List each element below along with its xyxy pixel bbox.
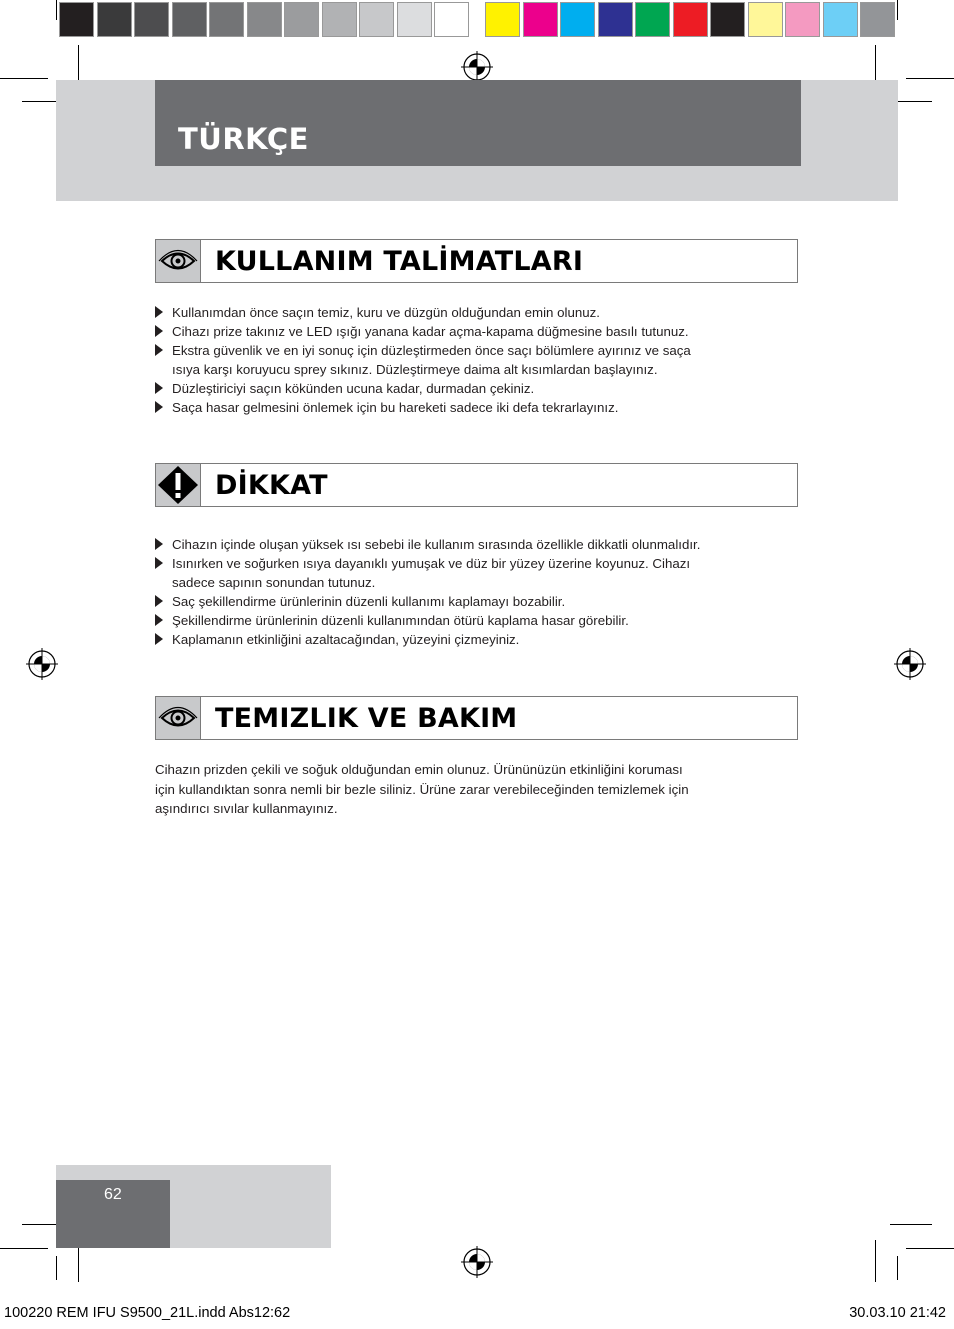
registration-mark-icon [26,648,58,680]
color-swatch [635,2,670,37]
page-number: 62 [104,1186,122,1203]
section-header-caution [155,463,798,507]
arrow-bullet-icon [155,382,163,394]
list-item: Kullanımdan önce saçın temiz, kuru ve düzgün olduğundan emin olunuz. [155,303,795,322]
registration-mark-icon [461,51,493,83]
gray-swatch [59,2,94,37]
arrow-bullet-icon [155,325,163,337]
gray-swatch [134,2,169,37]
gray-swatch [397,2,432,37]
list-item: Düzleştiriciyi saçın kökünden ucuna kadar, durmadan çekiniz. [155,379,795,398]
warning-icon [156,464,201,506]
slug-timestamp: 30.03.10 21:42 [849,1305,946,1321]
caution-list [155,535,795,649]
gray-swatch [284,2,319,37]
color-swatch [823,2,858,37]
color-swatch [485,2,520,37]
list-item: Şekillendirme ürünlerinin düzenli kullanımından ötürü kaplama hasar görebilir. [155,611,795,630]
registration-mark-icon [894,648,926,680]
eye-icon [156,697,201,739]
section-title: DİKKAT [215,470,328,501]
gray-swatch [97,2,132,37]
slug-filename: 100220 REM IFU S9500_21L.indd Abs12:62 [4,1305,291,1321]
list-item: Cihazın içinde oluşan yüksek ısı sebebi ile kullanım sırasında özellikle dikkatli olunmalıdır. [155,535,795,554]
arrow-bullet-icon [155,401,163,413]
arrow-bullet-icon [155,595,163,607]
list-item: Cihazı prize takınız ve LED ışığı yanana kadar açma-kapama düğmesine basılı tutunuz. [155,322,795,341]
color-swatch [598,2,633,37]
color-swatch [710,2,745,37]
gray-swatch [209,2,244,37]
usage-instructions-list [155,303,795,417]
gray-swatch [434,2,469,37]
list-item: Kaplamanın etkinliğini azaltacağından, yüzeyini çizmeyiniz. [155,630,795,649]
color-swatch [673,2,708,37]
color-swatch [785,2,820,37]
gray-swatch [172,2,207,37]
color-swatch [860,2,895,37]
arrow-bullet-icon [155,557,163,569]
arrow-bullet-icon [155,538,163,550]
eye-icon [156,240,201,282]
section-title: KULLANIM TALİMATLARI [215,246,584,277]
cleaning-paragraph: Cihazın prizden çekili ve soğuk olduğundan emin olunuz. Ürününüzün etkinliğini koruması için kullandıktan sonra nemli bir bezle siliniz. Ürüne zarar verebileceğinden temizlemek için aşındırıcı sıvılar kullanmayınız. [155,762,689,816]
section-header-cleaning [155,696,798,740]
section-header-usage [155,239,798,283]
list-item: Saç şekillendirme ürünlerinin düzenli kullanımı kaplamayı bozabilir. [155,592,795,611]
list-item: Ekstra güvenlik ve en iyi sonuç için düzleştirmeden önce saçı bölümlere ayırınız ve saça ısıya karşı koruyucu sprey sıkınız. Düzleştirmeye daima alt kısımlardan başlayınız. [155,341,795,379]
language-title: TÜRKÇE [178,122,309,156]
section-title: TEMIZLIK VE BAKIM [215,703,518,734]
list-item: Isınırken ve soğurken ısıya dayanıklı yumuşak ve düz bir yüzey üzerine koyunuz. Cihazı sadece sapının sonundan tutunuz. [155,554,795,592]
color-swatch [748,2,783,37]
arrow-bullet-icon [155,614,163,626]
arrow-bullet-icon [155,344,163,356]
registration-mark-icon [461,1246,493,1278]
gray-swatch [247,2,282,37]
list-item: Saça hasar gelmesini önlemek için bu hareketi sadece iki defa tekrarlayınız. [155,398,795,417]
arrow-bullet-icon [155,633,163,645]
arrow-bullet-icon [155,306,163,318]
color-swatch [560,2,595,37]
gray-swatch [359,2,394,37]
gray-swatch [322,2,357,37]
color-swatch [523,2,558,37]
